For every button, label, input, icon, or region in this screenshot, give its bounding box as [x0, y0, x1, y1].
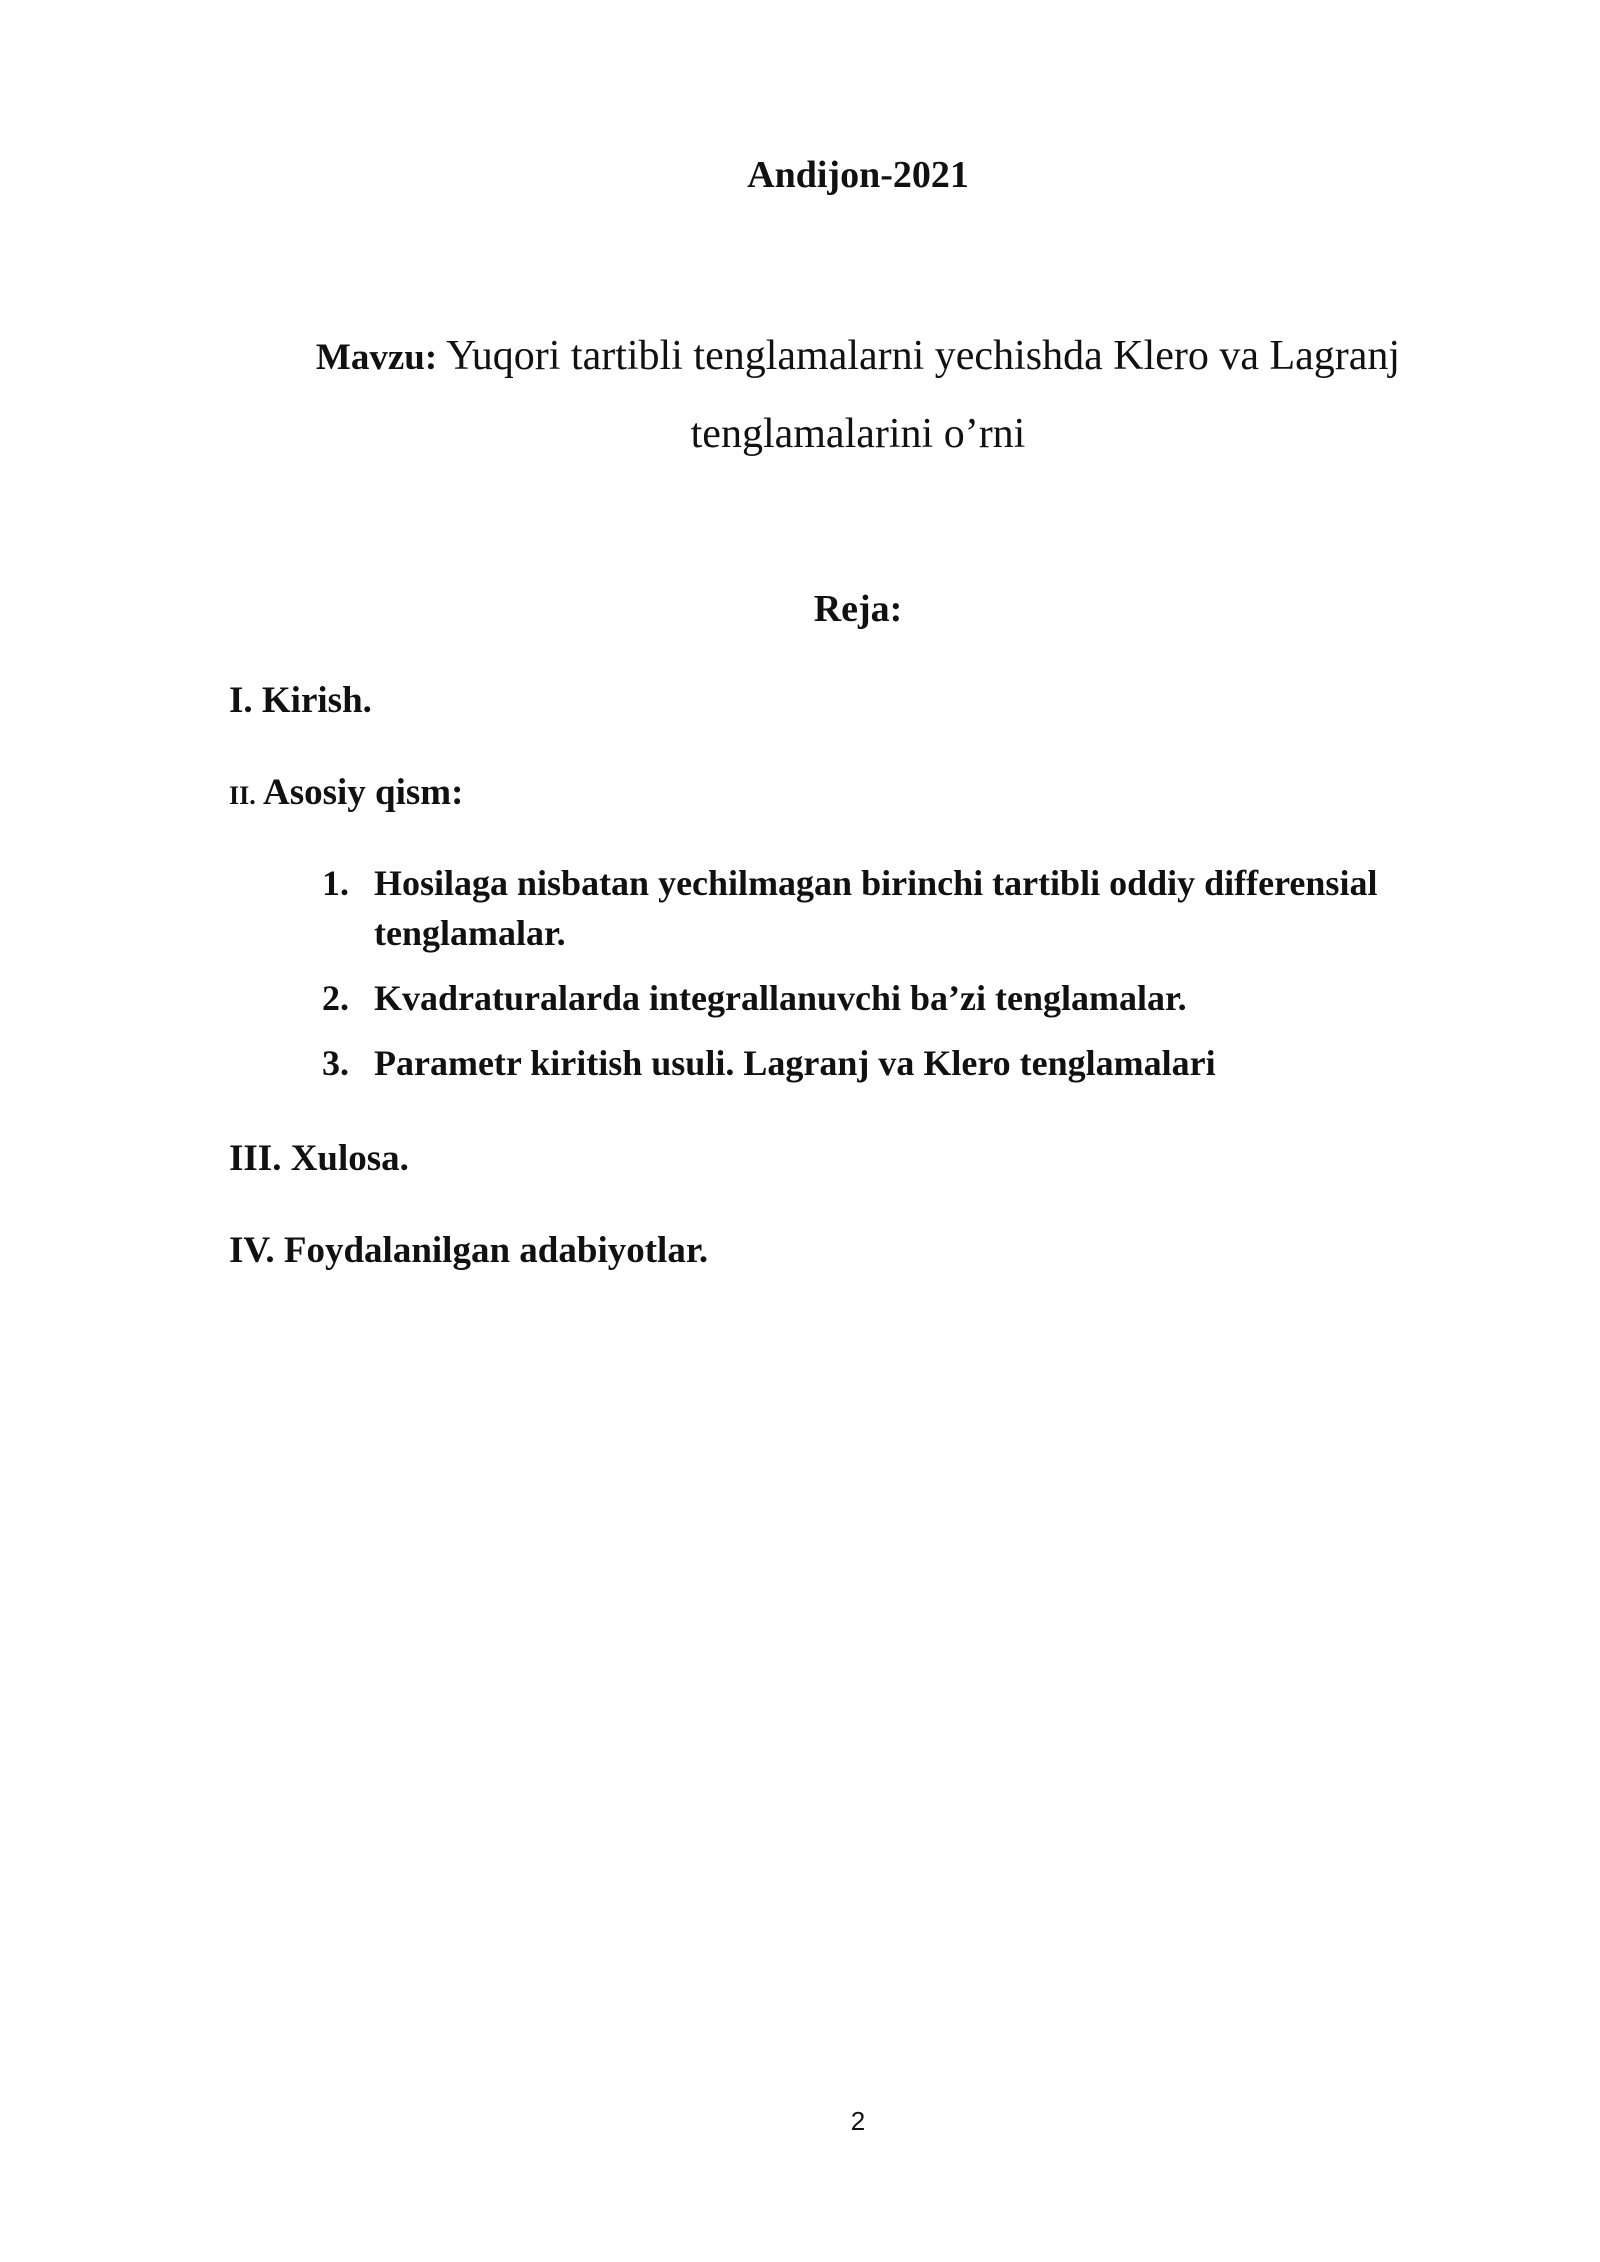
section-number: II.: [229, 781, 256, 810]
sublist-item-text: Hosilaga nisbatan yechilmagan birinchi tartibli oddiy differensial tenglamalar.: [374, 863, 1378, 953]
topic-text: Yuqori tartibli tenglamalarni yechishda Klero va Lagranj tenglamalarini o’rni: [446, 333, 1401, 457]
section-text: Kirish.: [261, 680, 372, 721]
city-year-heading: Andijon-2021: [747, 154, 969, 196]
sublist-item-number: 3.: [322, 1043, 349, 1083]
sublist-item-text: Parametr kiritish usuli. Lagranj va Klero tenglamalari: [374, 1043, 1216, 1083]
sublist-item: [322, 973, 1462, 1023]
page-number: 2: [850, 2106, 866, 2136]
plan-section-intro: [229, 676, 372, 726]
plan-section-main: [229, 768, 463, 821]
plan-section-conclusion: [229, 1134, 409, 1184]
sublist-item: [322, 1038, 1462, 1088]
section-text: Foydalanilgan adabiyotlar.: [283, 1230, 709, 1271]
sublist-item-number: 2.: [322, 978, 349, 1018]
section-text: Xulosa.: [290, 1138, 409, 1179]
sublist-item: [322, 858, 1462, 958]
section-number: IV.: [229, 1230, 275, 1271]
sublist-item-text: Kvadraturalarda integrallanuvchi ba’zi tenglamalar.: [374, 978, 1187, 1018]
sublist-item-number: 1.: [322, 863, 349, 903]
section-number: III.: [229, 1138, 282, 1179]
topic-label: Mavzu:: [315, 337, 438, 378]
plan-section-references: [229, 1226, 708, 1276]
section-text: Asosiy qism:: [262, 772, 464, 813]
main-part-sublist: [322, 858, 1462, 1103]
topic-block: [230, 318, 1486, 472]
plan-title: Reja:: [813, 588, 903, 630]
section-number: I.: [229, 680, 253, 721]
